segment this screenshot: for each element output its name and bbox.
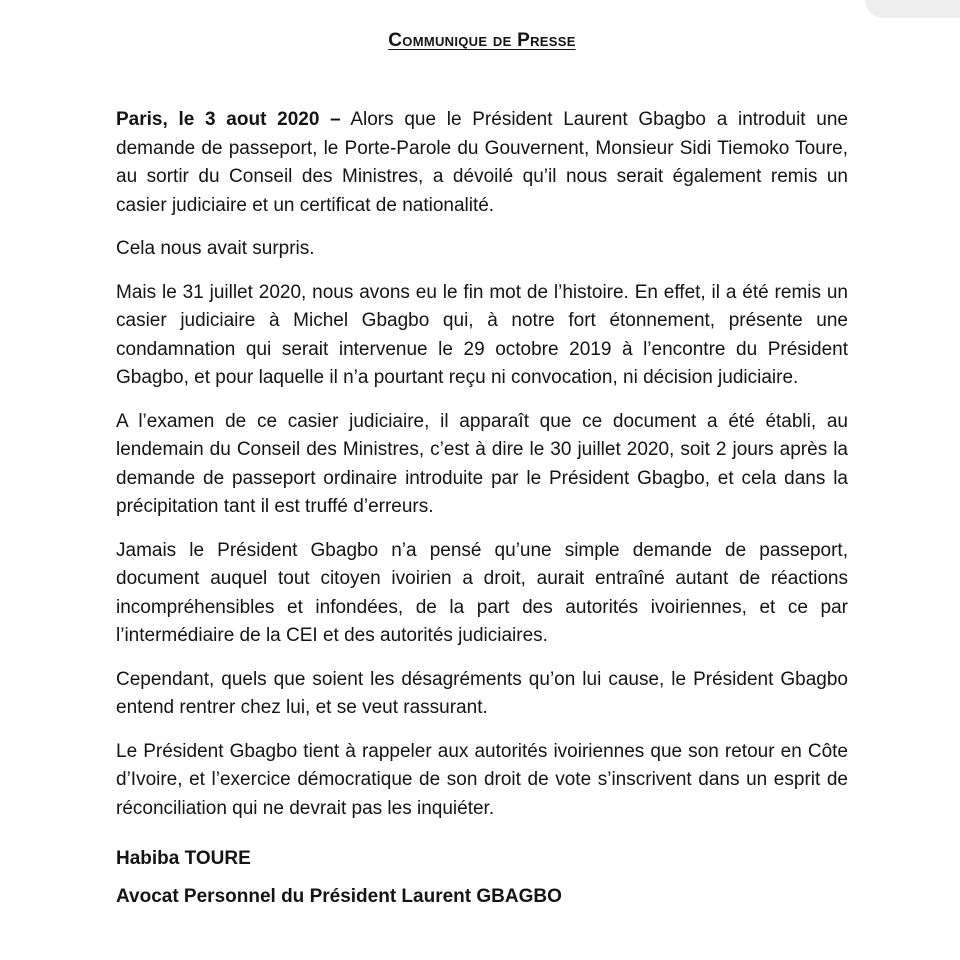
paragraph-1	[116, 106, 848, 220]
paragraph-5: Jamais le Président Gbagbo n’a pensé qu’une simple demande de passeport, document auquel tout citoyen ivoirien a droit, aurait entraîné autant de réactions incompréhensibles et infondées, de la part des autorités ivoiriennes, et ce par l’intermédiaire de la CEI et des autorités judiciaires.	[116, 539, 848, 646]
signature-name: Habiba TOURE	[116, 848, 251, 869]
signature-role: Avocat Personnel du Président Laurent GBAGBO	[116, 886, 562, 907]
paragraph-3: Mais le 31 juillet 2020, nous avons eu le fin mot de l’histoire. En effet, il a été remis un casier judiciaire à Michel Gbagbo qui, à notre fort étonnement, présente une condamnation qui serait intervenue le 29 octobre 2019 à l’encontre du Président Gbagbo, et pour laquelle il n’a pourtant reçu ni convocation, ni décision judiciaire.	[116, 281, 848, 388]
corner-tab	[865, 0, 960, 18]
press-release-document	[116, 30, 848, 911]
paragraph-7: Le Président Gbagbo tient à rappeler aux autorités ivoiriennes que son retour en Côte d’Ivoire, et l’exercice démocratique de son droit de vote s’inscrivent dans un esprit de réconciliation qui ne devrait pas les inquiéter.	[116, 740, 848, 819]
paragraph-6: Cependant, quels que soient les désagréments qu’on lui cause, le Président Gbagbo entend rentrer chez lui, et se veut rassurant.	[116, 668, 848, 718]
document-title: Communique de Presse	[388, 30, 576, 51]
dateline: Paris, le 3 aout 2020 –	[116, 109, 341, 130]
paragraph-1-text: Alors que le Président Laurent Gbagbo a introduit une demande de passeport, le Porte-Parole du Gouvernent, Monsieur Sidi Tiemoko Toure, au sortir du Conseil des Ministres, a dévoilé qu’il nous serait également remis un casier judiciaire et un certificat de nationalité.	[116, 109, 848, 216]
paragraph-4: A l’examen de ce casier judiciaire, il apparaît que ce document a été établi, au lendemain du Conseil des Ministres, c’est à dire le 30 juillet 2020, soit 2 jours après la demande de passeport ordinaire introduite par le Président Gbagbo, et cela dans la précipitation tant il est truffé d’erreurs.	[116, 410, 848, 517]
paragraph-2: Cela nous avait surpris.	[116, 238, 315, 259]
